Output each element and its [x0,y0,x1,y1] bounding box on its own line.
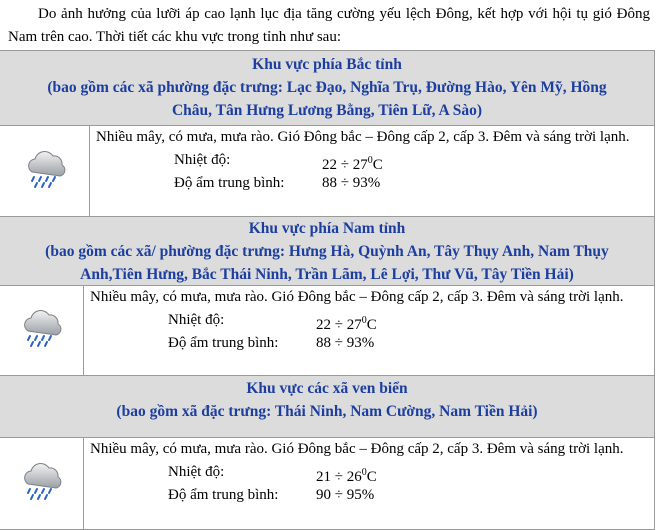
temperature-label: Nhiệt độ: [174,152,231,168]
rain-cloud-icon [20,458,64,502]
temperature-line [96,149,655,172]
forecast-row-coastal [0,438,655,530]
forecast-row-south [0,286,655,376]
region-communes-line: Anh,Tiên Hưng, Bắc Thái Ninh, Trần Lãm, Lê Lợi, Thư Vũ, Tây Tiền Hải) [80,266,574,283]
forecast-row-north [0,126,655,217]
region-title: Khu vực phía Bắc tỉnh [252,56,402,73]
forecast-text [90,286,655,355]
humidity-label: Độ ẩm trung bình: [174,175,285,191]
temperature-label: Nhiệt độ: [168,464,225,480]
humidity-label: Độ ẩm trung bình: [168,487,279,503]
forecast-description: Nhiều mây, có mưa, mưa rào. Gió Đông bắc – Đông cấp 2, cấp 3. Đêm và sáng trời lạnh. [96,129,630,145]
region-header-north [0,50,655,126]
temperature-line [90,309,655,332]
rain-cloud-icon [24,146,68,190]
forecast-description: Nhiều mây, có mưa, mưa rào. Gió Đông bắc – Đông cấp 2, cấp 3. Đêm và sáng trời lạnh. [90,441,624,457]
region-communes-line: Châu, Tân Hưng Lương Bằng, Tiên Lữ, A Sào) [171,102,482,119]
icon-cell [0,438,84,529]
humidity-value: 88 ÷ 93% [316,335,375,351]
temperature-label: Nhiệt độ: [168,312,225,328]
icon-cell [0,126,90,216]
temperature-line [90,461,655,484]
region-title: Khu vực các xã ven biển [246,380,408,397]
forecast-text [90,438,655,507]
humidity-line [96,172,655,195]
temperature-value: $22 \div 27^0C$ [322,155,383,173]
icon-cell [0,286,84,375]
rain-cloud-icon [20,305,64,349]
humidity-line [90,484,655,507]
temperature-value: $21 \div 26^0C$ [316,467,377,485]
forecast-description: Nhiều mây, có mưa, mưa rào. Gió Đông bắc – Đông cấp 2, cấp 3. Đêm và sáng trời lạnh. [90,289,624,305]
region-communes-line: (bao gồm các xã phường đặc trưng: Lạc Đạo, Nghĩa Trụ, Đường Hào, Yên Mỹ, Hồng [47,79,607,96]
region-title: Khu vực phía Nam tỉnh [248,220,406,237]
intro-text: Do ảnh hưởng của lưỡi áp cao lạnh lục địa tăng cường yếu lệch Đông, kết hợp với hội tụ gió Đông Nam trên cao. Thời tiết các khu vực trong tỉnh như sau: [8,6,650,45]
region-communes-line: (bao gồm xã đặc trưng: Thái Ninh, Nam Cường, Nam Tiền Hải) [116,403,538,420]
temperature-value: $22 \div 27^0C$ [316,315,377,333]
region-communes-line: (bao gồm các xã/ phường đặc trưng: Hưng Hà, Quỳnh An, Tây Thụy Anh, Nam Thụy [45,243,609,260]
forecast-text [96,126,655,195]
region-header-south [0,216,655,286]
humidity-value: 90 ÷ 95% [316,487,375,503]
humidity-value: 88 ÷ 93% [322,175,381,191]
region-header-coastal [0,375,655,438]
intro-paragraph [0,0,656,50]
humidity-label: Độ ẩm trung bình: [168,335,279,351]
humidity-line [90,332,655,355]
